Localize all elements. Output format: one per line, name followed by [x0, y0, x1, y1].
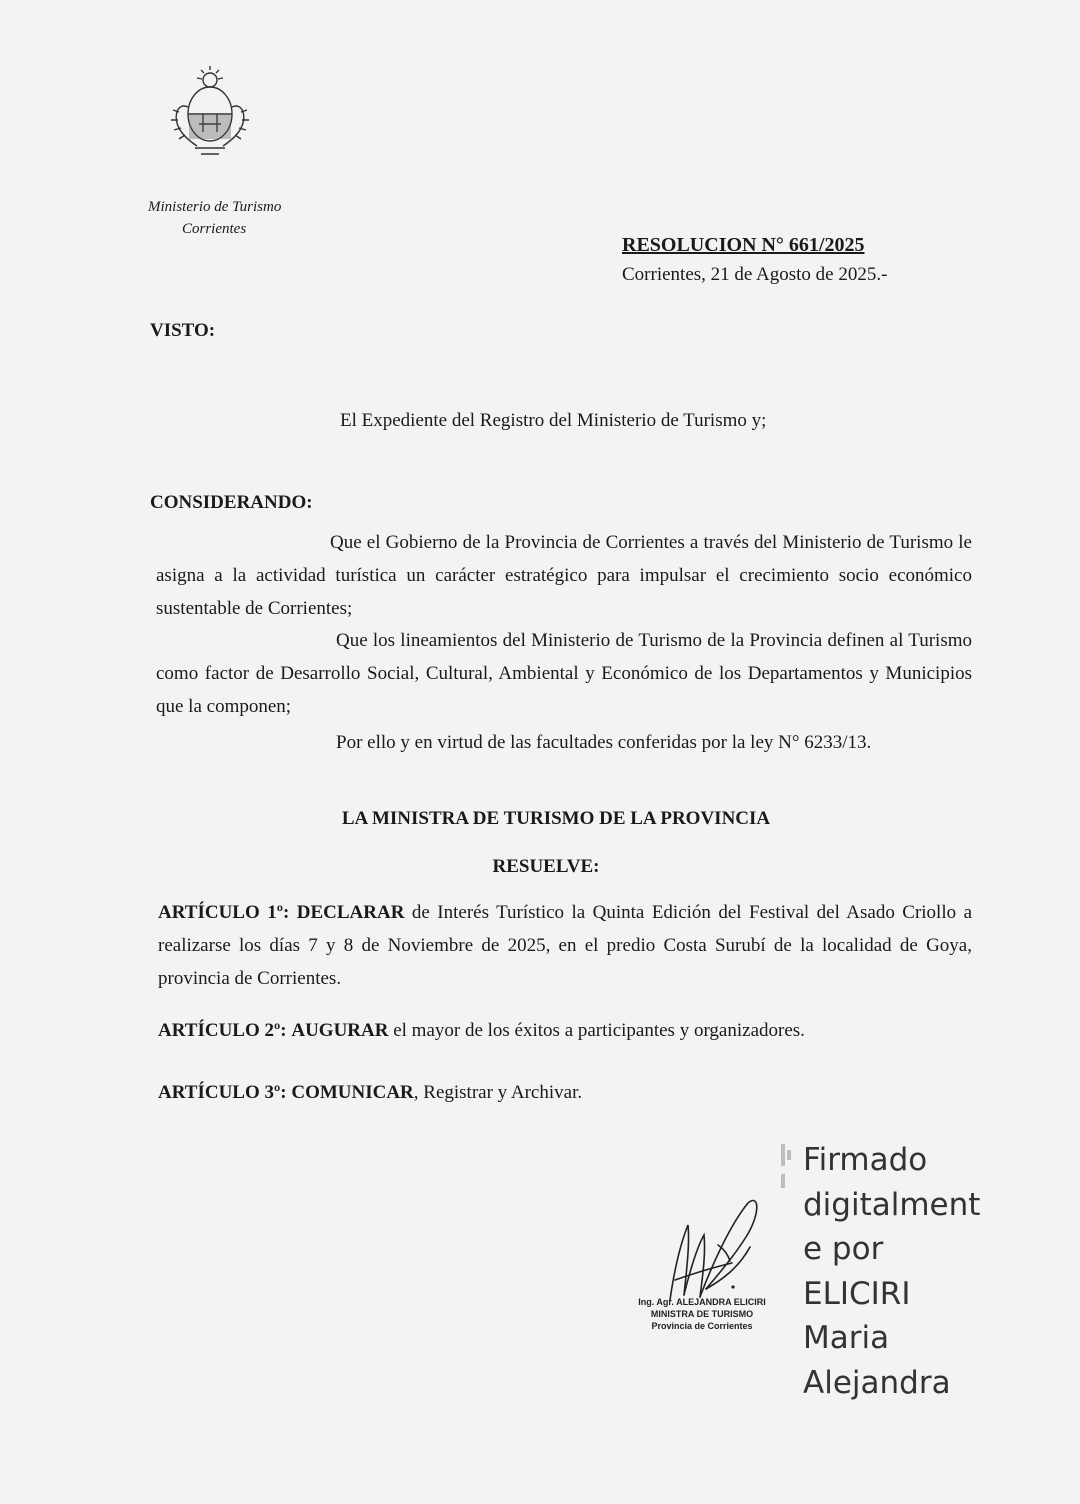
- resuelve-heading: RESUELVE:: [492, 856, 600, 877]
- article-1-verb: DECLARAR: [296, 902, 405, 923]
- authority-line: LA MINISTRA DE TURISMO DE LA PROVINCIA: [341, 808, 771, 829]
- article-2: [158, 1014, 805, 1047]
- digital-line-3: e por: [803, 1231, 884, 1267]
- digital-line-1: Firmado: [803, 1142, 928, 1178]
- article-2-text: el mayor de los éxitos a participantes y organizadores.: [388, 1020, 805, 1041]
- article-3-label: ARTÍCULO 3º:: [158, 1082, 287, 1103]
- article-2-verb: AUGURAR: [291, 1020, 389, 1041]
- stamp-role: MINISTRA DE TURISMO: [650, 1309, 754, 1319]
- digital-signature-mark: [777, 1140, 799, 1360]
- article-1-label: ARTÍCULO 1º:: [158, 902, 290, 923]
- ministry-line-2: Corrientes: [182, 221, 247, 237]
- signature-stamp: [612, 1296, 792, 1332]
- resolution-title: RESOLUCION N° 661/2025: [622, 234, 865, 256]
- article-3: [158, 1076, 582, 1109]
- digital-line-5: Maria: [803, 1320, 890, 1356]
- stamp-name: Ing. Agr. ALEJANDRA ELICIRI: [638, 1297, 766, 1307]
- considerando-paragraph-2: Que los lineamientos del Ministerio de Turismo de la Provincia definen al Turismo como factor de Desarrollo Social, Cultural, Ambiental y Económico de los Departamentos y Municipios que la componen;: [156, 630, 972, 717]
- considerando-paragraph-1: Que el Gobierno de la Provincia de Corrientes a través del Ministerio de Turismo le asigna a la actividad turística un carácter estratégico para impulsar el crecimiento socio económico sustentable de Corrientes;: [156, 532, 972, 619]
- considerando-heading: CONSIDERANDO:: [150, 492, 313, 513]
- article-3-verb: COMUNICAR: [291, 1082, 414, 1103]
- stamp-province: Provincia de Corrientes: [651, 1321, 753, 1331]
- considerando-paragraph-3: Por ello y en virtud de las facultades conferidas por la ley N° 6233/13.: [336, 732, 872, 753]
- ministry-name: [148, 196, 281, 240]
- article-1-text: de Interés Turístico la Quinta Edición del Festival del Asado Criollo a realizarse los días 7 y 8 de Noviembre de 2025, en el predio Costa Surubí de la localidad de Goya, provincia de Corrientes.: [158, 902, 973, 989]
- digital-line-6: Alejandra: [803, 1364, 951, 1401]
- article-2-label: ARTÍCULO 2º:: [158, 1020, 287, 1041]
- digital-signature-text: [803, 1138, 980, 1405]
- article-3-text: , Registrar y Archivar.: [413, 1082, 583, 1103]
- digital-line-4: ELICIRI: [803, 1275, 911, 1312]
- visto-text: El Expediente del Registro del Ministerio de Turismo y;: [340, 410, 767, 431]
- ministry-line-1: Ministerio de Turismo: [148, 199, 282, 215]
- visto-heading: VISTO:: [150, 320, 216, 341]
- provincial-coat-of-arms-icon: [165, 62, 255, 162]
- resolution-date: Corrientes, 21 de Agosto de 2025.-: [622, 264, 888, 285]
- article-1: [158, 896, 972, 995]
- digital-line-2: digitalment: [803, 1186, 981, 1223]
